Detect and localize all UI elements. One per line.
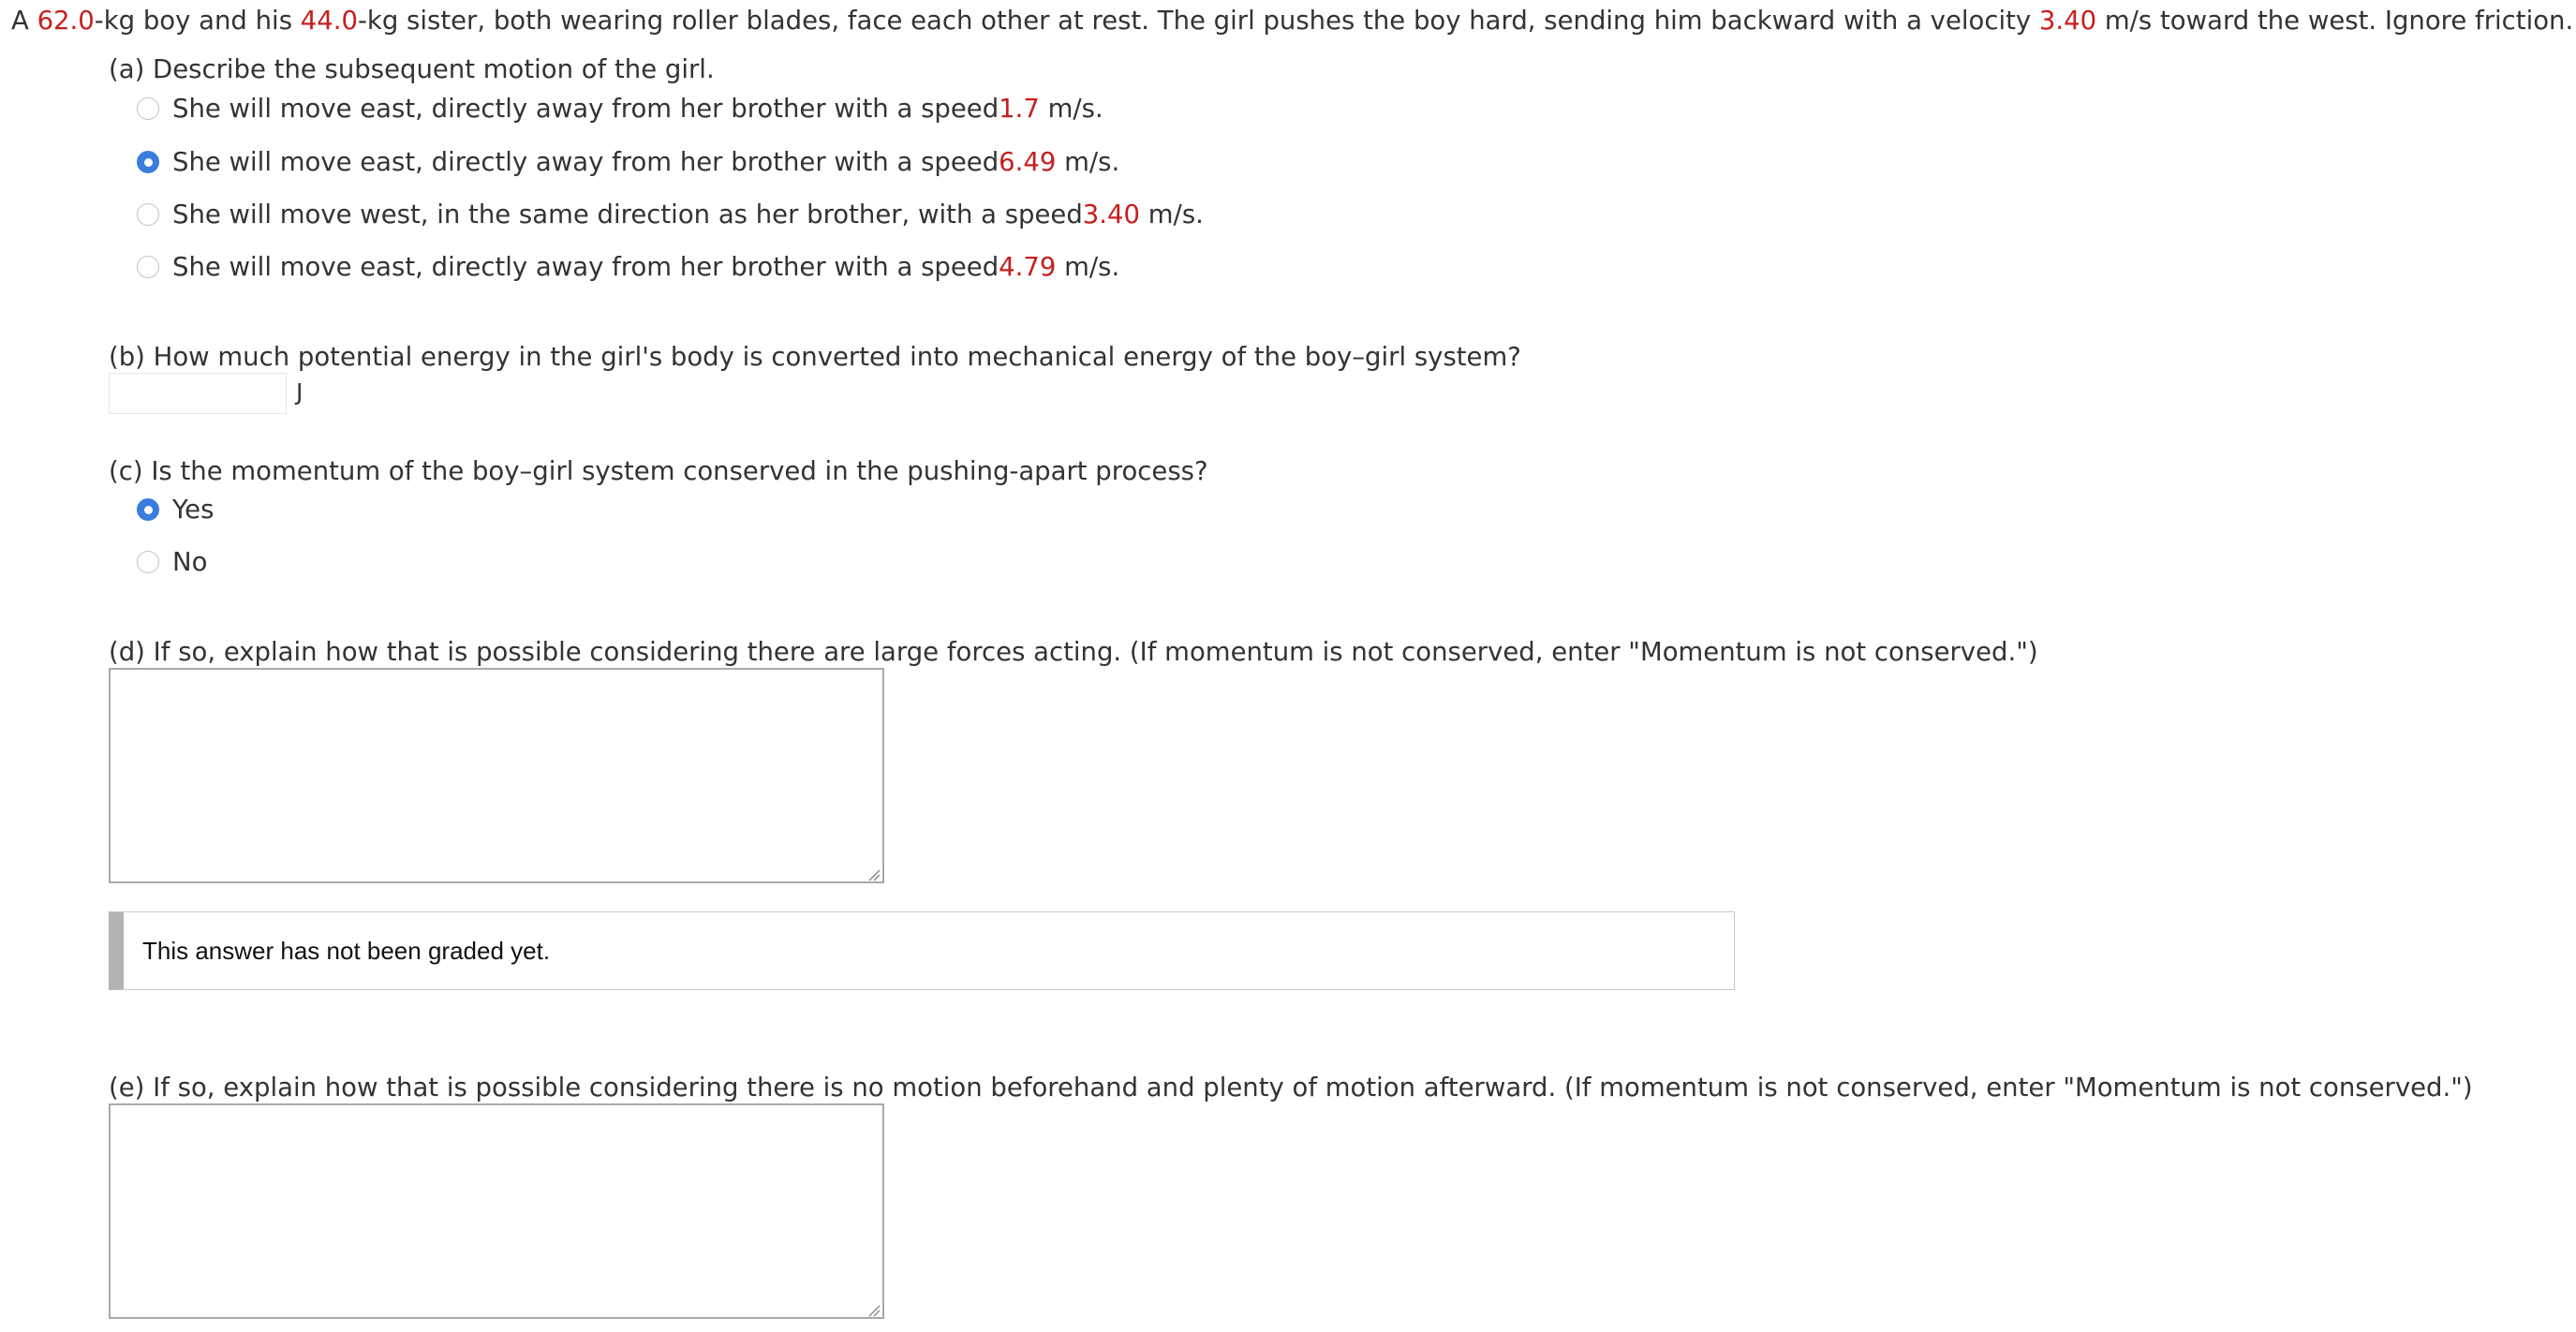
problem-text-2: -kg boy and his (94, 6, 301, 36)
grading-status-text: This answer has not been graded yet. (142, 936, 551, 965)
part-a-option-4-text: She will move east, directly away from her brother with a speed (172, 252, 999, 282)
part-c-yes-label: Yes (172, 495, 215, 525)
energy-unit-label: J (296, 378, 303, 406)
part-a-option-4[interactable] (137, 248, 1119, 286)
part-d-answer-textarea[interactable] (109, 668, 884, 883)
part-d-resize-grip-icon[interactable] (867, 868, 881, 881)
part-a-option-3-unit: m/s. (1140, 200, 1204, 229)
part-a-option-2-radio[interactable] (137, 151, 159, 173)
part-c-no-radio[interactable] (137, 551, 159, 573)
part-c-option-yes[interactable] (137, 491, 214, 528)
sister-mass-value: 44.0 (300, 6, 358, 36)
part-c-yes-radio[interactable] (137, 498, 159, 521)
part-a-option-4-unit: m/s. (1056, 252, 1120, 282)
problem-text-4: m/s toward the west. Ignore friction. (2096, 6, 2574, 36)
energy-answer-input[interactable] (109, 373, 287, 414)
part-e-resize-grip-icon[interactable] (867, 1304, 881, 1317)
part-a-option-3-value: 3.40 (1082, 200, 1141, 229)
part-d-prompt: (d) If so, explain how that is possible considering there are large forces acting. (If momentum is not conserved, enter "Momentum is not conserved.") (109, 637, 2038, 667)
part-a-option-1-value: 1.7 (999, 94, 1040, 124)
part-a-option-2-value: 6.49 (999, 147, 1057, 177)
part-a-option-3-text: She will move west, in the same direction as her brother, with a speed (172, 200, 1083, 229)
part-a-option-3[interactable] (137, 196, 1204, 233)
velocity-value: 3.40 (2038, 6, 2097, 36)
part-a-option-1[interactable] (137, 90, 1103, 127)
part-a-option-3-radio[interactable] (137, 203, 159, 226)
boy-mass-value: 62.0 (37, 6, 95, 36)
part-a-option-1-unit: m/s. (1039, 94, 1103, 124)
part-c-prompt: (c) Is the momentum of the boy–girl system conserved in the pushing-apart process? (109, 456, 1208, 486)
part-e-answer-textarea[interactable] (109, 1103, 884, 1319)
part-c-option-no[interactable] (137, 543, 207, 581)
part-a-option-4-radio[interactable] (137, 256, 159, 278)
part-c-no-label: No (172, 547, 208, 577)
part-a-option-2-unit: m/s. (1056, 147, 1120, 177)
part-a-option-4-value: 4.79 (999, 252, 1057, 282)
part-a-option-1-text: She will move east, directly away from her brother with a speed (172, 94, 999, 124)
grading-status-box (109, 911, 1735, 990)
part-b-prompt: (b) How much potential energy in the girl's body is converted into mechanical energy of the boy–girl system? (109, 342, 1521, 372)
part-a-prompt: (a) Describe the subsequent motion of the girl. (109, 54, 715, 84)
part-a-option-1-radio[interactable] (137, 97, 159, 120)
problem-statement (11, 6, 2573, 36)
problem-text-1: A (11, 6, 37, 36)
part-e-prompt: (e) If so, explain how that is possible considering there is no motion beforehand and plenty of motion afterward. (If momentum is not conserved, enter "Momentum is not conserved.") (109, 1073, 2473, 1103)
problem-text-3: -kg sister, both wearing roller blades, face each other at rest. The girl pushes the boy hard, sending him backward with a velocity (358, 6, 2039, 36)
part-a-option-2-text: She will move east, directly away from her brother with a speed (172, 147, 999, 177)
part-a-option-2[interactable] (137, 143, 1119, 181)
